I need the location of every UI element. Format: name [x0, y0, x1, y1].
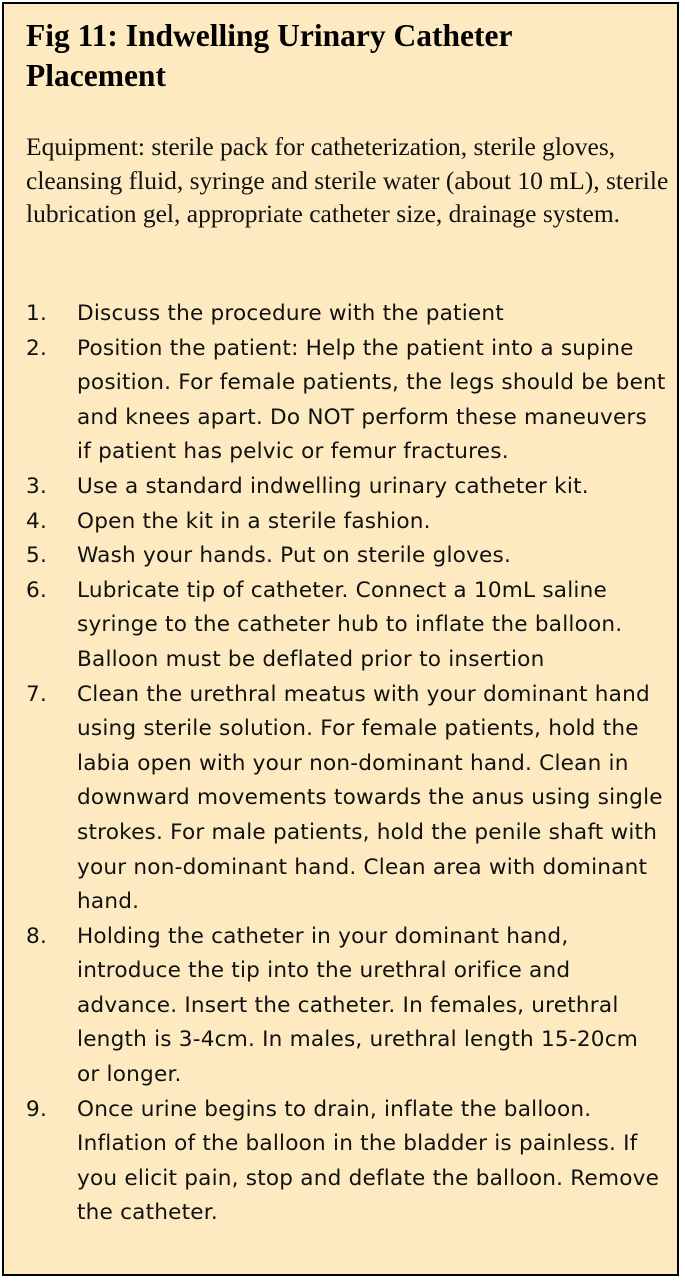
- step-item: [26, 297, 666, 332]
- step-text: Lubricate tip of catheter. Connect a 10mL saline syringe to the catheter hub to inflate the balloon. Balloon must be deflated prior to insertion: [77, 577, 623, 672]
- step-text: Use a standard indwelling urinary catheter kit.: [77, 473, 589, 499]
- figure-box: [2, 2, 679, 1276]
- step-item: [26, 470, 666, 505]
- equipment-paragraph: Equipment: sterile pack for catheterization, sterile gloves, cleansing fluid, syringe and sterile water (about 10 mL), sterile lubrication gel, appropriate catheter size, drainage system.: [26, 132, 669, 228]
- step-number: 2.: [26, 335, 48, 361]
- step-text: Clean the urethral meatus with your dominant hand using sterile solution. For female patients, hold the labia open with your non-dominant hand. Clean in downward movements towards the anus using single strokes. For male patients, hold the penile shaft with your non-dominant hand. Clean area with dominant hand.: [77, 681, 663, 915]
- step-item: [26, 574, 666, 678]
- step-number: 9.: [26, 1096, 48, 1122]
- step-item: [26, 1093, 666, 1231]
- procedure-steps-list: [26, 297, 666, 1231]
- step-item: [26, 332, 666, 470]
- step-number: 5.: [26, 543, 48, 569]
- figure-title: Fig 11: Indwelling Urinary Catheter Placement: [26, 18, 512, 93]
- step-text: Position the patient: Help the patient into a supine position. For female patients, the legs should be bent and knees apart. Do NOT perform these maneuvers if patient has pelvic or femur fractures.: [77, 335, 666, 465]
- step-text: Discuss the procedure with the patient: [77, 301, 504, 326]
- step-text: Wash your hands. Put on sterile gloves.: [77, 543, 512, 569]
- step-number: 4.: [26, 508, 48, 534]
- step-number: 1.: [26, 301, 48, 326]
- step-text: Holding the catheter in your dominant hand, introduce the tip into the urethral orifice and advance. Insert the catheter. In females, urethral length is 3-4cm. In males, urethral length 15-20cm or longer.: [77, 923, 639, 1088]
- step-item: [26, 539, 666, 574]
- step-number: 6.: [26, 577, 48, 603]
- step-text: Open the kit in a sterile fashion.: [77, 508, 431, 534]
- step-item: [26, 505, 666, 540]
- step-text: Once urine begins to drain, inflate the balloon. Inflation of the balloon in the bladder is painless. If you elicit pain, stop and deflate the balloon. Remove the catheter.: [77, 1096, 660, 1226]
- step-number: 7.: [26, 681, 48, 707]
- step-number: 8.: [26, 923, 48, 949]
- step-item: [26, 920, 666, 1093]
- step-number: 3.: [26, 473, 48, 499]
- step-item: [26, 678, 666, 920]
